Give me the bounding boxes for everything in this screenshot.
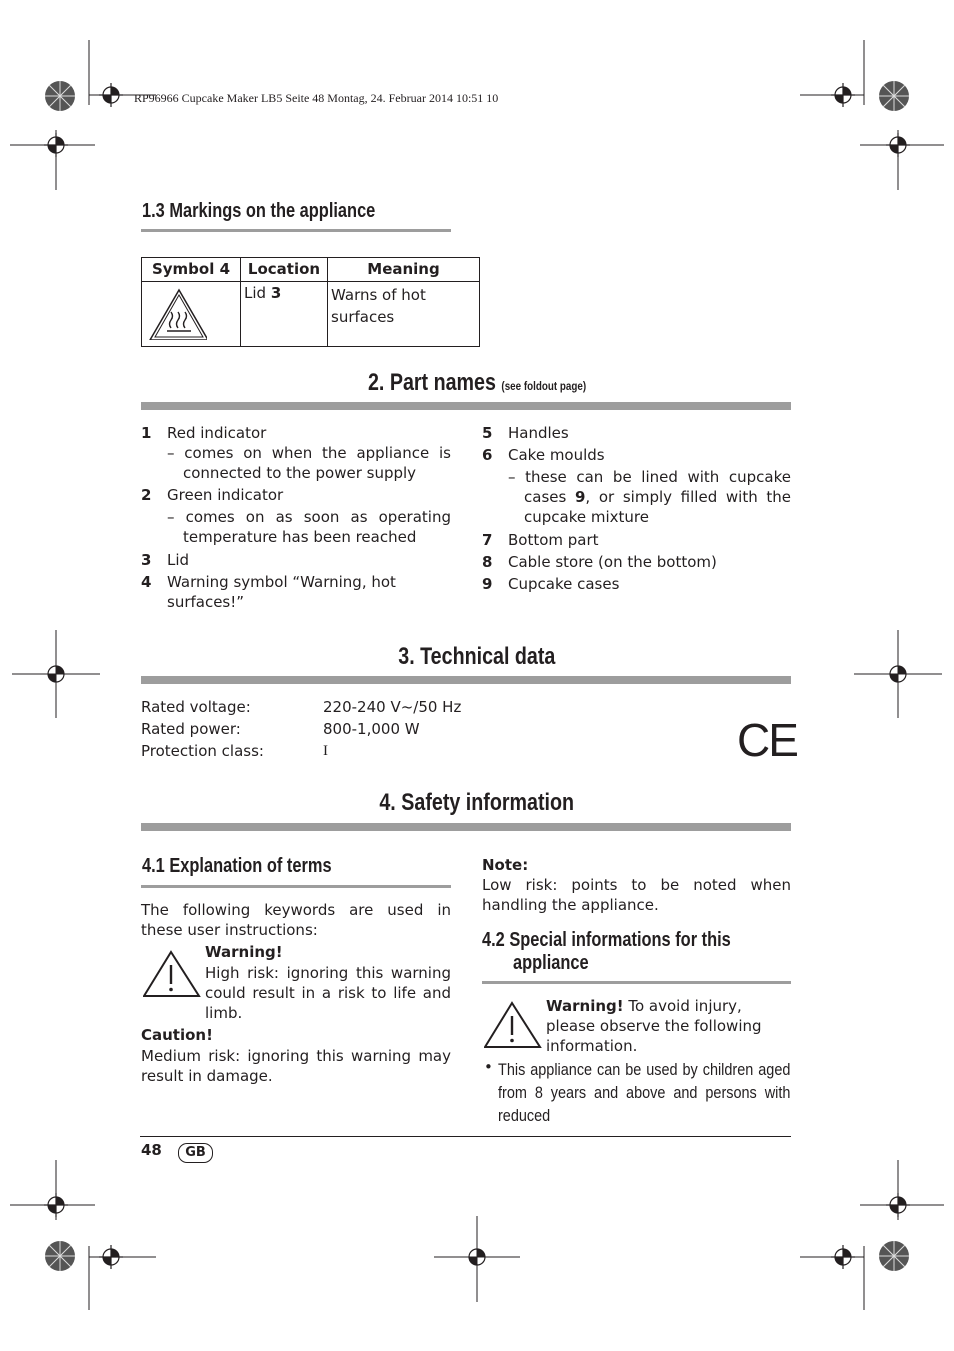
part-names-heading-wrap xyxy=(0,369,954,397)
part-num: 5 xyxy=(482,424,493,442)
tech-heading-wrap xyxy=(0,643,954,671)
tech-value: 220-240 V~/50 Hz xyxy=(323,698,462,716)
warning-triangle-icon xyxy=(143,950,201,998)
note-label: Note: xyxy=(482,856,529,874)
safety-rule xyxy=(141,823,791,831)
col-location: Location xyxy=(241,258,328,282)
part-label: Green indicator xyxy=(167,486,284,504)
note-text: Low risk: points to be noted when handling the appliance. xyxy=(482,876,791,914)
tech-value: I xyxy=(323,743,328,759)
col-symbol: Symbol 4 xyxy=(142,258,241,282)
part-names-heading: 2. Part names (see foldout page) xyxy=(367,369,587,396)
tech-label: Protection class: xyxy=(141,742,264,760)
caution-label: Caution! xyxy=(141,1026,213,1044)
warning-text: High risk: ignoring this warning could result in a risk to life and limb. xyxy=(205,964,451,1022)
tech-row xyxy=(141,741,541,763)
meaning-cell: Warns of hot surfaces xyxy=(328,282,480,347)
tech-rule xyxy=(141,676,791,684)
part-label: Red indicator xyxy=(167,424,267,442)
foldout-note: (see foldout page) xyxy=(501,379,587,393)
part-num: 1 xyxy=(141,424,152,442)
part-sub: – comes on when the appliance is connected to the power supply xyxy=(167,444,451,482)
special-warning-text: To avoid injury, please observe the following information. xyxy=(546,997,762,1055)
tech-heading: 3. Technical data xyxy=(398,643,556,670)
special-heading-line2: appliance xyxy=(513,952,589,974)
special-warning xyxy=(546,996,791,1056)
part-num: 7 xyxy=(482,531,493,549)
safety-heading: 4. Safety information xyxy=(379,789,575,816)
explanation-heading: 4.1 Explanation of terms xyxy=(142,855,332,877)
bullet-text: This appliance can be used by children aged from 8 years and above and persons with reduced xyxy=(498,1060,791,1125)
tech-data-list xyxy=(141,697,541,763)
location-text: Lid xyxy=(244,284,271,302)
part-sub: – these can be lined with cupcake cases 9, or simply filled with the cupcake mixture xyxy=(508,468,791,526)
tech-label: Rated power: xyxy=(141,720,241,738)
parts-left-list xyxy=(141,423,451,612)
markings-heading: 1.3 Markings on the appliance xyxy=(142,200,376,222)
warning-triangle-icon xyxy=(484,1001,542,1049)
part-names-rule xyxy=(141,402,791,410)
part-label: Cable store (on the bottom) xyxy=(508,553,717,571)
language-badge: GB xyxy=(178,1143,213,1163)
hot-surface-symbol-cell xyxy=(142,282,241,347)
part-label: Cupcake cases xyxy=(508,575,620,593)
part-num: 4 xyxy=(141,573,152,591)
part-label: Warning symbol “Warning, hot surfaces!” xyxy=(167,573,396,611)
part-label: Lid xyxy=(167,551,190,569)
tech-row xyxy=(141,697,541,719)
part-num: 2 xyxy=(141,486,152,504)
ce-mark: CE xyxy=(737,714,797,766)
bullet: • xyxy=(484,1058,493,1076)
parts-right-list xyxy=(482,423,791,596)
warning-label: Warning! xyxy=(205,943,283,961)
tech-value: 800-1,000 W xyxy=(323,720,420,738)
explanation-intro: The following keywords are used in these user instructions: xyxy=(141,901,451,939)
part-num: 8 xyxy=(482,553,493,571)
location-num: 3 xyxy=(270,284,282,302)
location-cell xyxy=(241,282,328,347)
part-label: Bottom part xyxy=(508,531,599,549)
part-label: Cake moulds xyxy=(508,446,605,464)
col-meaning: Meaning xyxy=(328,258,480,282)
markings-table xyxy=(141,257,480,347)
markings-rule xyxy=(141,229,451,232)
part-num: 3 xyxy=(141,551,152,569)
special-heading-line1: 4.2 Special informations for this xyxy=(482,929,731,951)
special-rule xyxy=(482,981,791,984)
page-number: 48 xyxy=(141,1141,162,1159)
part-label: Handles xyxy=(508,424,569,442)
explanation-rule xyxy=(141,885,451,888)
safety-heading-wrap xyxy=(0,789,954,817)
part-num: 9 xyxy=(482,575,493,593)
caution-text: Medium risk: ignoring this warning may result in damage. xyxy=(141,1047,451,1085)
tech-row xyxy=(141,719,541,741)
print-header: RP96966 Cupcake Maker LB5 Seite 48 Montag, 24. Februar 2014 10:51 10 xyxy=(134,91,499,105)
footer-rule xyxy=(140,1136,791,1137)
hot-surface-warning-icon xyxy=(145,284,207,340)
part-sub: – comes on as soon as operating temperature has been reached xyxy=(167,508,451,546)
special-warning-label: Warning! xyxy=(546,997,624,1015)
part-num: 6 xyxy=(482,446,493,464)
tech-label: Rated voltage: xyxy=(141,698,251,716)
